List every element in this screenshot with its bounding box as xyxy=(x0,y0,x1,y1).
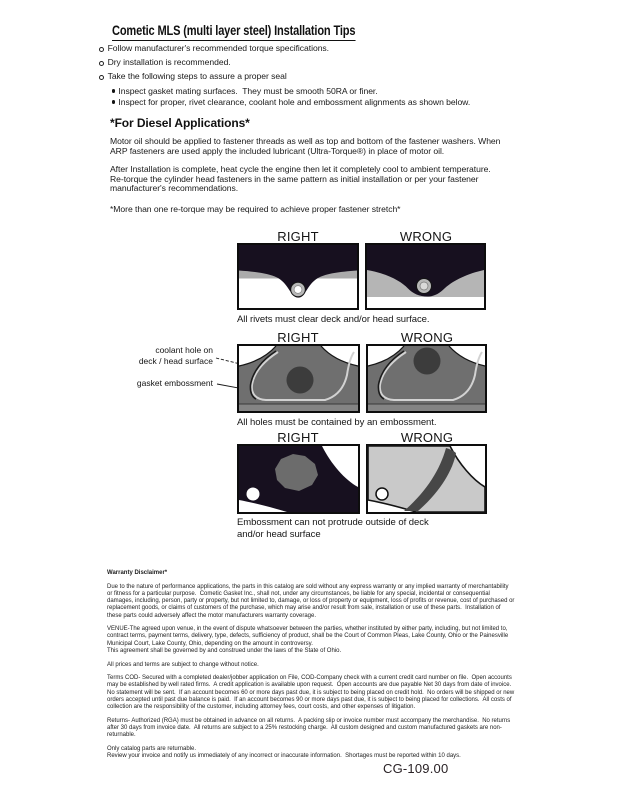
rivets-wrong-label: WRONG xyxy=(399,229,453,244)
page-code: CG-109.00 xyxy=(383,761,449,776)
tip-text: Take the following steps to assure a proper seal xyxy=(107,71,287,82)
embossment-right-label: RIGHT xyxy=(277,430,319,445)
circle-bullet-icon xyxy=(99,75,104,80)
deck-strip xyxy=(239,404,358,411)
rivets-caption: All rivets must clear deck and/or head surface. xyxy=(237,314,430,325)
circle-bullet-icon xyxy=(99,47,104,52)
only-catalog-line: Only catalog parts are returnable. xyxy=(107,745,197,752)
diesel-paragraph-1: Motor oil should be applied to fastener threads as well as top and bottom of the fastener washers. When ARP fasteners are used apply the included lubricant (Ultra-Torque®) in place of motor oil. xyxy=(110,136,503,156)
list-item xyxy=(99,44,529,54)
coolant-hole xyxy=(414,348,441,375)
governed-line: This agreement shall be governed by and construed under the laws of the State of Ohio. xyxy=(107,647,342,654)
bolt-hole xyxy=(376,488,388,500)
deck-strip xyxy=(368,404,485,411)
list-item xyxy=(99,58,529,68)
gasket-embossment-label: gasket embossment xyxy=(136,378,213,388)
review-invoice-line: Review your invoice and notify us immediately of any incorrect or inaccurate information. Shortages must be reported within 10 days. xyxy=(107,753,461,760)
retorque-note: *More than one re-torque may be required to achieve proper fastener stretch* xyxy=(110,203,401,214)
coolant-hole xyxy=(287,367,314,394)
bolt-hole xyxy=(247,488,260,501)
embossment-wrong-diagram xyxy=(366,444,487,514)
rivet-inner xyxy=(294,286,302,294)
embossment-right-diagram xyxy=(237,444,360,514)
holes-right-diagram xyxy=(237,344,360,413)
rivet-wrong-diagram xyxy=(365,243,486,310)
venue-paragraph: VENUE-The agreed upon venue, in the event of dispute whatsoever between the parties, whether instituted by either party, including, but not limited to, contract terms, payment terms, delivery, type, defects, sufficiency of product, shall be the Court of Common Pleas, Lake County, Ohio or the Painesville Municipal Court, Lake County, Ohio, depending on the amount in controversy. xyxy=(107,626,510,647)
tip-text: Follow manufacturer's recommended torque specifications. xyxy=(107,43,330,53)
tip-text: Inspect gasket mating surfaces. They must be smooth 50RA or finer. xyxy=(118,85,378,96)
rivet-inner xyxy=(420,282,428,290)
coolant-hole-label xyxy=(105,345,213,366)
tip-text: Inspect for proper, rivet clearance, coolant hole and embossment alignments as shown below. xyxy=(118,96,471,107)
coolant-hole-label-line2: deck / head surface xyxy=(138,355,213,366)
rivets-right-label: RIGHT xyxy=(277,229,319,244)
embossment-wrong-label: WRONG xyxy=(400,430,454,445)
warranty-paragraph: Due to the nature of performance applications, the parts in this catalog are sold without any express warranty or any implied warranty of merchantability or fitness for a particular purpose. Cometic Gasket Inc., shall not, under any circumstances, be liable for any special, incidental or consequential damages, including, person, party or property, but not limited to, damage, or loss of property or equipment, loss of profits or revenue, cost of purchased or replacement goods, or claims of customers of the purchase, which may arise and/or result from sale, installation or use of these parts. Installation of these parts could adversely affect the motor manufacturers warranty coverage. xyxy=(107,583,517,619)
prices-line: All prices and terms are subject to change without notice. xyxy=(107,661,259,668)
terms-paragraph: Terms COD- Secured with a completed dealer/jobber application on File, COD-Company check with a current credit card number on file. Open accounts may be established by well rated firms. A credit application is available upon request. Open accounts are due payable Net 30 days from date of invoice. No statement will be sent. If an account becomes 60 or more days past due, it is subject to being placed on credit hold. No orders will be shipped or new orders accepted until past due balance is paid. If an account becomes 90 or more days past due, it is subject to being placed for collections. All costs of collection are the responsibility of the customer, including attorney fees, court costs, and other expenses of litigation. xyxy=(107,675,516,711)
warranty-disclaimer-section xyxy=(107,570,515,767)
returns-paragraph: Returns- Authorized (RGA) must be obtained in advance on all returns. A packing slip or invoice number must accompany the merchandise. No returns after 30 days from invoice date. All returns are subject to a 25% restocking charge. All custom designed and custom manufactured gaskets are non-returnable. xyxy=(107,717,512,739)
list-item xyxy=(112,98,529,108)
installation-tips-list xyxy=(99,44,529,109)
holes-wrong-diagram xyxy=(366,344,487,413)
rivet-right-diagram xyxy=(237,243,359,310)
coolant-hole-label-line1: coolant hole on xyxy=(155,345,213,355)
diesel-heading: *For Diesel Applications* xyxy=(110,116,250,130)
diesel-paragraph-2: After Installation is complete, heat cycle the engine then let it completely cool to ambient temperature. Re-torque the cylinder head fasteners in the same pattern as initial installation or per your fastener manufacturer's recommendations. xyxy=(110,164,494,193)
circle-bullet-icon xyxy=(99,61,104,66)
page-title: Cometic MLS (multi layer steel) Installation Tips xyxy=(112,23,355,41)
embossment-caption xyxy=(237,517,487,540)
list-item xyxy=(99,72,529,82)
holes-right-label: RIGHT xyxy=(277,330,319,345)
holes-wrong-label: WRONG xyxy=(400,330,454,345)
holes-caption: All holes must be contained by an embossment. xyxy=(237,417,437,428)
embossment-caption-line2: and/or head surface xyxy=(237,528,321,540)
list-item xyxy=(112,87,529,97)
dot-bullet-icon xyxy=(112,100,115,103)
tip-text: Dry installation is recommended. xyxy=(107,57,231,68)
diesel-applications-section xyxy=(110,116,506,223)
warranty-heading: Warranty Disclaimer* xyxy=(107,570,168,576)
embossment-caption-line1: Embossment can not protrude outside of deck xyxy=(237,517,429,528)
dot-bullet-icon xyxy=(112,89,115,92)
